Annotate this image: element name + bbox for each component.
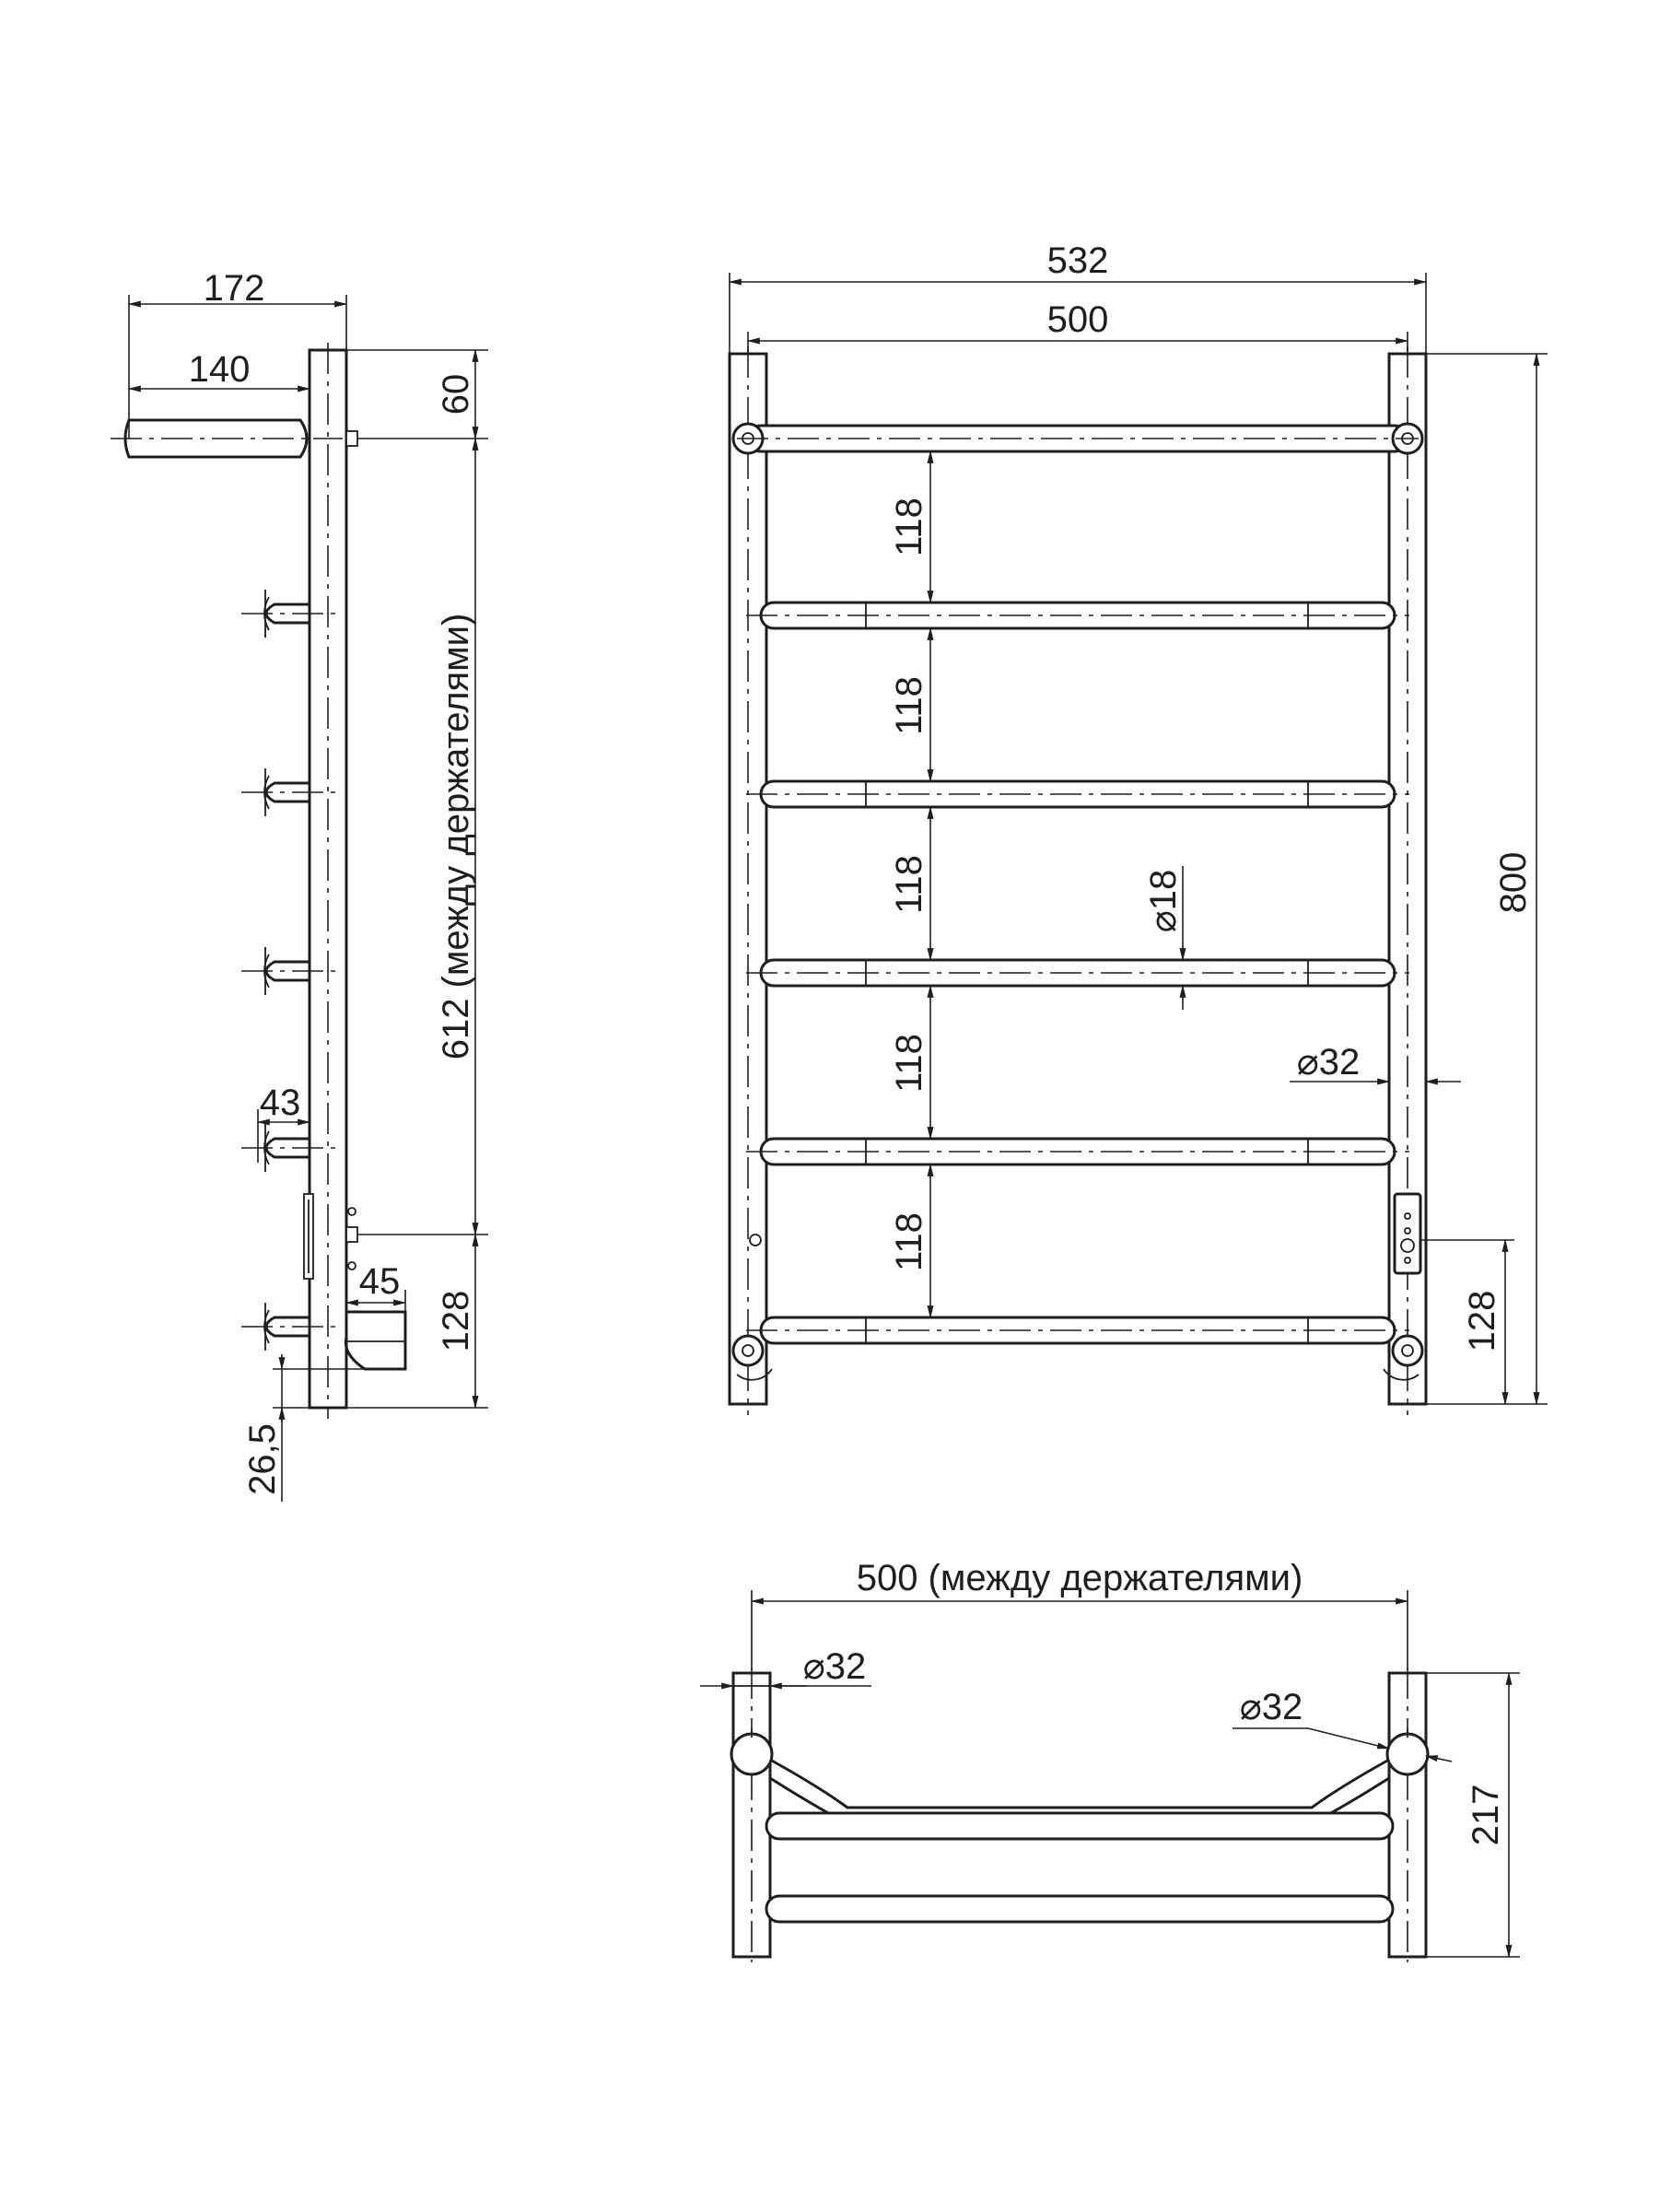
dim-43-label: 43 (259, 1083, 301, 1123)
top-right-mount (1387, 1734, 1428, 1774)
front-bottom-mounts (733, 1235, 1422, 1380)
dim-500-label: 500 (1046, 299, 1109, 340)
front-switch (1395, 1194, 1420, 1273)
dim-128-front (1420, 1240, 1514, 1404)
dim-118-label-2: 118 (889, 676, 929, 735)
front-view (730, 240, 1548, 1415)
dim-45-label: 45 (358, 1261, 401, 1302)
dim-top-d32-right-label: ⌀32 (1239, 1687, 1303, 1727)
dim-26-5-label: 26,5 (242, 1423, 283, 1495)
top-curved-rail (770, 1760, 1389, 1808)
dim-rung-pitch (889, 451, 930, 1317)
dim-128-front-label: 128 (1462, 1290, 1502, 1352)
dim-800 (1426, 354, 1548, 1404)
top-left-mount (731, 1734, 772, 1774)
front-top-rail (733, 424, 1422, 453)
dim-d18 (1143, 866, 1184, 1010)
dim-top-d32-left-label: ⌀32 (802, 1646, 867, 1687)
dim-217 (1426, 1673, 1520, 1957)
dim-800-label: 800 (1493, 851, 1534, 914)
front-rungs (746, 603, 1409, 1343)
dim-118-label-3: 118 (889, 855, 929, 914)
dim-140-label: 140 (188, 349, 251, 390)
dim-d32-front (1290, 1042, 1461, 1083)
dim-532-label: 532 (1046, 240, 1109, 281)
top-view (700, 1558, 1520, 1962)
top-rung-upper (766, 1813, 1393, 1839)
side-cable-outlet (345, 1312, 405, 1369)
dim-128-side-label: 128 (436, 1290, 476, 1352)
dim-612-label: 612 (между держателями) (436, 613, 476, 1060)
dim-118-label-5: 118 (889, 1212, 929, 1271)
dim-top-500-label: 500 (между держателями) (856, 1558, 1303, 1598)
dim-140 (129, 349, 310, 390)
dim-118-label-4: 118 (889, 1034, 929, 1093)
dim-d18-label: ⌀18 (1143, 869, 1184, 933)
dim-217-label: 217 (1466, 1784, 1506, 1846)
side-view (111, 268, 488, 1502)
dim-172-label: 172 (203, 268, 265, 309)
top-left-upright (733, 1673, 770, 1957)
side-vertical-dims (346, 350, 488, 1408)
dim-top-d32-left (700, 1646, 871, 1687)
top-rung-lower (766, 1896, 1393, 1922)
dim-500 (748, 299, 1408, 354)
dim-d32-front-label: ⌀32 (1296, 1042, 1361, 1083)
dim-118-label-1: 118 (889, 497, 929, 556)
dim-60-label: 60 (436, 373, 476, 415)
top-right-upright (1389, 1673, 1426, 1957)
